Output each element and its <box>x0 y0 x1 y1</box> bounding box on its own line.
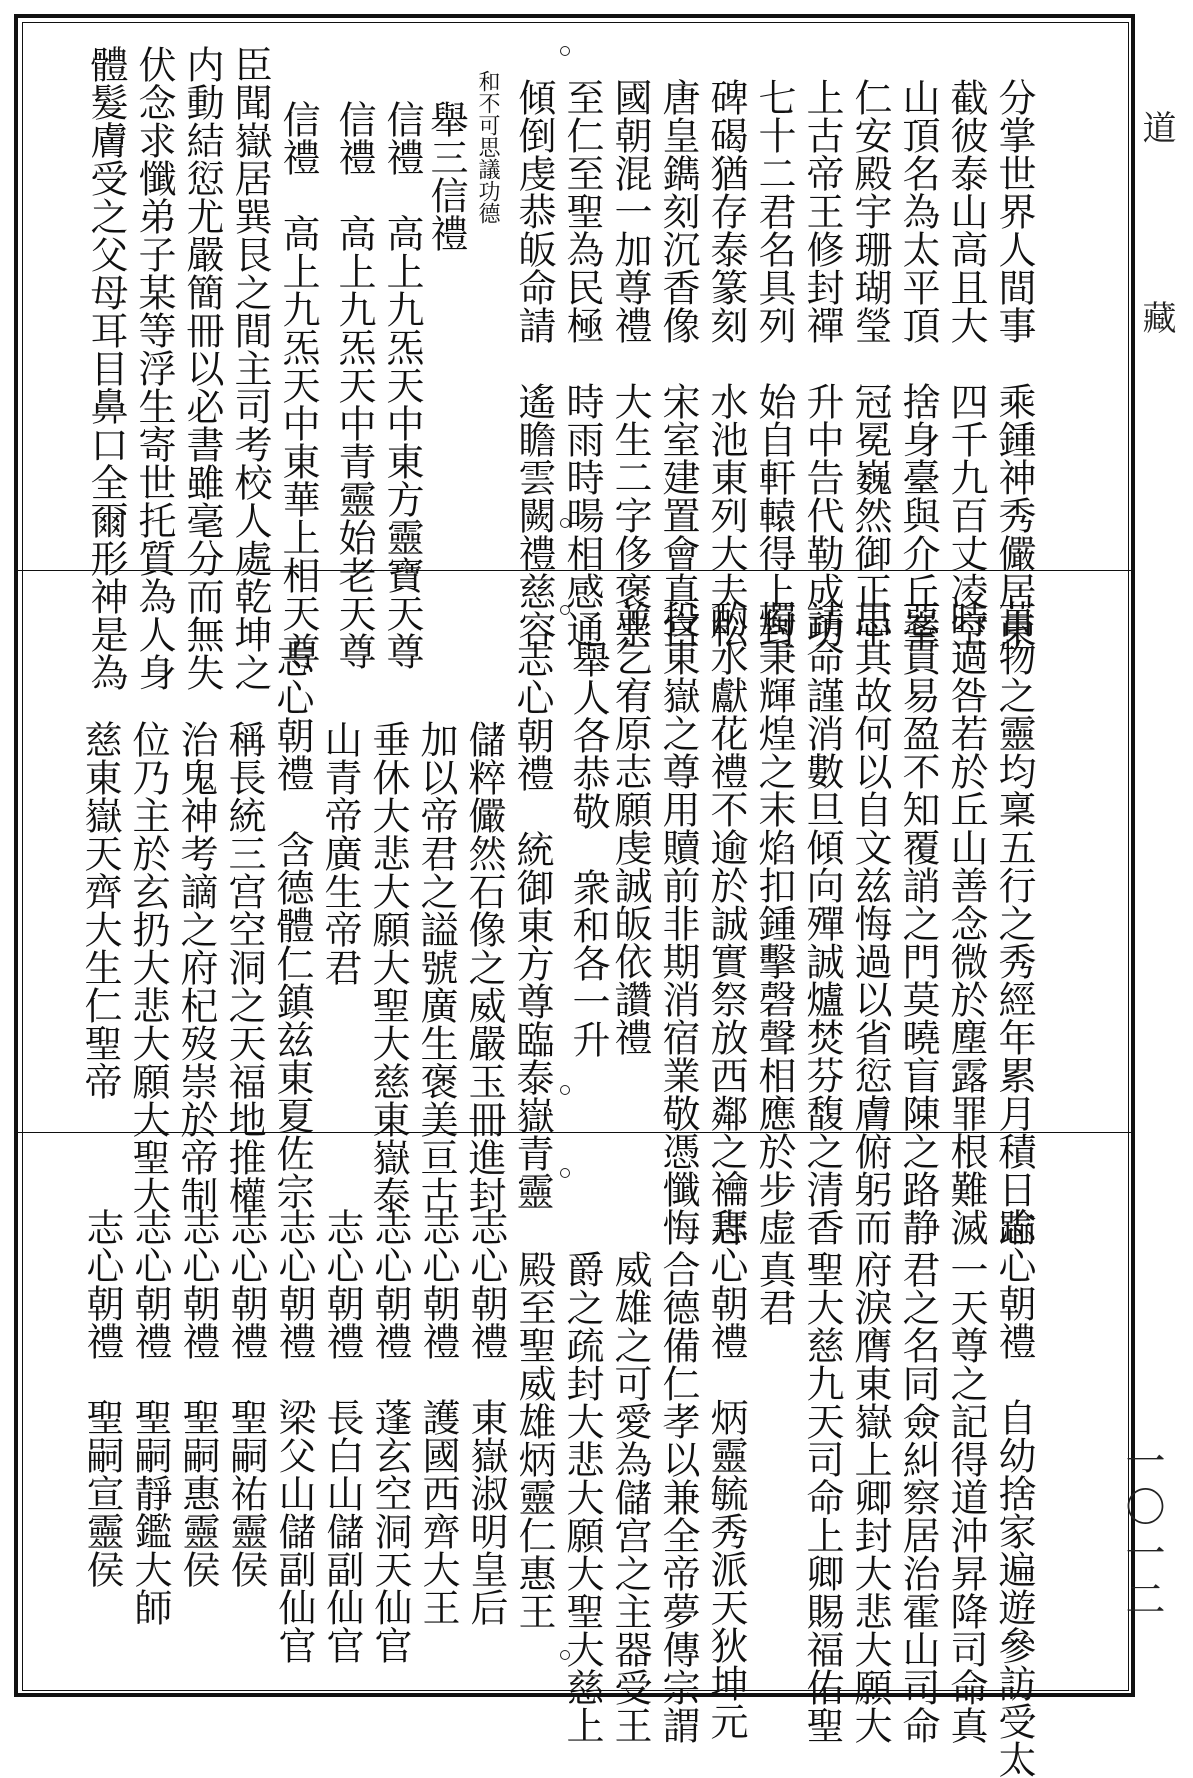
text-column: 志心朝禮 聖嗣祐靈侯 <box>224 1208 268 1588</box>
text-column: 信禮 高上九炁天中東華上相天尊 <box>276 100 320 670</box>
text-column: 聖大慈九天司命上卿賜福佑聖 <box>800 1250 844 1744</box>
text-column: 志心朝禮 統御東方尊臨泰嶽青靈 <box>510 640 554 1210</box>
text-column: 志心朝禮 長白山儲副仙官 <box>320 1208 364 1664</box>
text-column: 舉人各恭敬 衆和各一升 <box>566 640 610 1058</box>
text-column: 酌水獻花禮不逾於誠實祭放西鄰之禴拜 <box>704 600 748 1246</box>
text-column: 山青帝廣生帝君 <box>318 720 362 986</box>
text-column: 體髮膚受之父母耳目鼻口全爾形神是為 <box>84 45 128 691</box>
text-column: 信禮 高上九炁天中青靈始老天尊 <box>332 100 376 670</box>
page-number: 一〇一二 <box>1119 1440 1165 1624</box>
text-column: 加以帝君之謚號廣生褒美亘古 <box>414 720 458 1214</box>
text-column: 真君 <box>752 1250 796 1326</box>
text-column: 治鬼神考謫之府杞歿崇於帝制 <box>174 720 218 1214</box>
text-column: 志心朝禮 含德體仁鎮兹東夏佐宗 <box>270 640 314 1210</box>
text-column: 殿至聖威雄炳靈仁惠王 <box>512 1250 556 1630</box>
text-column: 投東嶽之尊用贖前非期消宿業敬憑懺悔 <box>656 600 700 1246</box>
text-column: 燭秉輝煌之末焰扣鍾擊磬聲相應於步虚 <box>752 600 796 1246</box>
text-column: 和不可思議功德 <box>475 70 500 224</box>
text-column: 位乃主於玄扔大悲大願大聖大 <box>126 720 170 1214</box>
text-column: 惡貫易盈不知覆誚之門莫曉盲陳之路静 <box>896 600 940 1246</box>
text-column: 信禮 高上九炁天中東方靈寶天尊 <box>380 100 424 670</box>
text-column: 舉三信禮 <box>424 100 468 252</box>
text-column: 思其故何以自文兹悔過以省愆膚俯躬而 <box>848 600 892 1246</box>
margin-title-bottom: 藏 <box>1136 300 1176 334</box>
text-column: 君之名同僉糾察居治霍山司命 <box>896 1250 940 1744</box>
text-column: 伏念求懺弟子某等浮生寄世托質為人身 <box>132 45 176 691</box>
panel-marker-circle <box>560 46 570 56</box>
text-column: 垂休大悲大願大聖大慈東嶽泰 <box>366 720 410 1214</box>
panel-marker-circle <box>560 1085 570 1095</box>
text-column: 請命謹消數旦傾向殫誠爐焚芬馥之清香 <box>800 600 844 1246</box>
text-column: 内動結愆尤嚴簡冊以必書雖毫分而無失 <box>180 45 224 691</box>
text-column: 稱長統三宫空洞之天福地推權 <box>222 720 266 1214</box>
text-column: 傾倒虔恭皈命請 遙瞻雲闕禮慈容 <box>512 78 556 648</box>
text-column: 至仁至聖為民極 時雨時暘相感通 <box>560 78 604 648</box>
text-column: 上古帝王修封禪 升中告代勒成功 <box>800 78 844 648</box>
text-column: 唐皇鐫刻沉香像 宋室建置會真宫 <box>656 78 700 648</box>
text-column: 爵之疏封大悲大願大聖大慈上 <box>560 1250 604 1744</box>
text-column: 萬物之靈均稟五行之秀經年累月積日踰 <box>992 600 1036 1246</box>
text-column: 臣聞嶽居巽艮之間主司考校人處乾坤之 <box>228 45 272 691</box>
text-column: 府淚膺東嶽上卿封大悲大願大 <box>848 1250 892 1744</box>
margin-title-top: 道 <box>1136 110 1176 144</box>
text-column: 並乞宥原志願虔誠皈依讚禮 <box>608 600 652 1056</box>
text-column: 志心朝禮 蓬玄空洞天仙官 <box>368 1208 412 1664</box>
text-column: 時過咎若於丘山善念微於塵露罪根難滅 <box>944 600 988 1246</box>
text-column: 志心朝禮 聖嗣惠靈侯 <box>176 1208 220 1588</box>
text-column: 儲粹儼然石像之威嚴玉冊進封 <box>462 720 506 1214</box>
text-column: 志心朝禮 護國西齊大王 <box>416 1208 460 1626</box>
text-column: 志心朝禮 東嶽淑明皇后 <box>464 1208 508 1626</box>
text-column: 合德備仁孝以兼全帝夢傳宗謂 <box>656 1250 700 1744</box>
text-column: 七十二君名具列 始自軒轅得上封 <box>752 78 796 648</box>
text-column: 志心朝禮 自幼捨家遍遊參訪受太 <box>992 1208 1036 1778</box>
text-column: 一天尊之記得道沖昇降司命真 <box>944 1250 988 1744</box>
text-column: 威雄之可愛為儲宫之主器受王 <box>608 1250 652 1744</box>
text-column: 志心朝禮 炳靈毓秀派天狄坤元 <box>704 1208 748 1740</box>
text-column: 志心朝禮 聖嗣宣靈侯 <box>80 1208 124 1588</box>
text-column: 分掌世界人間事 乘鍾神秀儼居東 <box>992 78 1036 648</box>
text-column: 志心朝禮 聖嗣靜鑑大師 <box>128 1208 172 1626</box>
text-column: 山頂名為太平頂 捨身臺與介丘峯 <box>896 78 940 648</box>
text-column: 截彼泰山高且大 四千九百丈凌空 <box>944 78 988 648</box>
text-column: 碑碣猶存泰篆刻 水池東列大夫松 <box>704 78 748 648</box>
text-column: 慈東嶽天齊大生仁聖帝 <box>78 720 122 1100</box>
text-column: 國朝混一加尊禮 大生二字侈褒崇 <box>608 78 652 648</box>
text-column: 志心朝禮 梁父山儲副仙官 <box>272 1208 316 1664</box>
panel-marker-circle <box>560 1168 570 1178</box>
text-column: 仁安殿宇珊瑚瑩 冠冕巍然御正中 <box>848 78 892 648</box>
